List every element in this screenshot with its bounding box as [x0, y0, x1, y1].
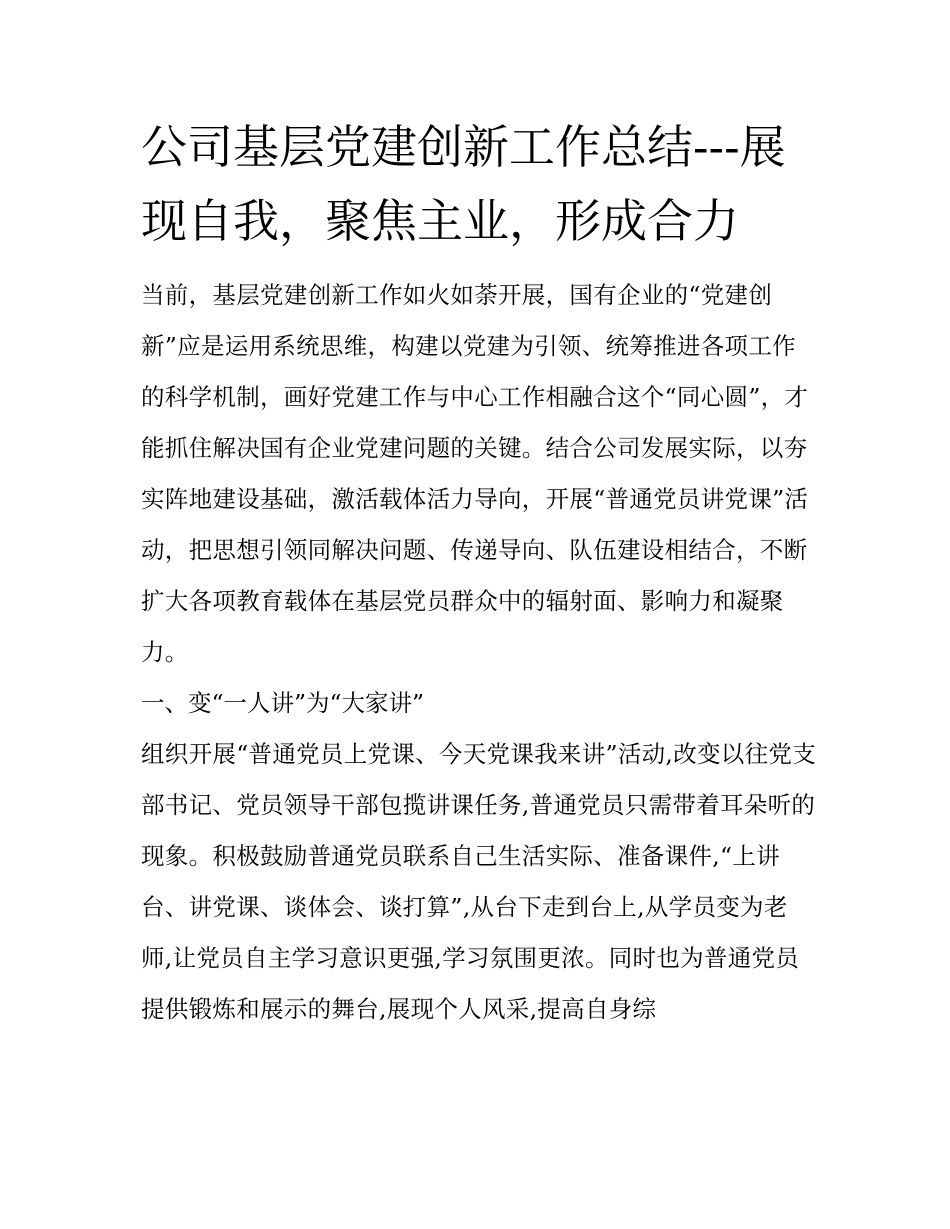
document-content: [141, 110, 816, 1035]
section-paragraph: 组织开展“普通党员上党课、今天党课我来讲”活动,改变以往党支部书记、党员领导干部包揽讲课任务,普通党员只需带着耳朵听的现象。积极鼓励普通党员联系自己生活实际、准备课件,“上讲台、讲党课、谈体会、谈打算”,从台下走到台上,从学员变为老师,让党员自主学习意识更强,学习氛围更浓。同时也为普通党员提供锻炼和展示的舞台,展现个人风采,提高自身综: [141, 740, 816, 1023]
document-title: 公司基层党建创新工作总结---展现自我，聚焦主业，形成合力: [141, 120, 786, 248]
intro-paragraph: 当前，基层党建创新工作如火如荼开展，国有企业的“党建创新”应是运用系统思维，构建以党建为引领、统筹推进各项工作的科学机制，画好党建工作与中心工作相融合这个“同心圆”，才能抓住解决国有企业党建问题的关键。结合公司发展实际，以夯实阵地建设基础，激活载体活力导向，开展“普通党员讲党课”活动，把思想引领同解决问题、传递导向、队伍建设相结合，不断扩大各项教育载体在基层党员群众中的辐射面、影响力和凝聚力。: [141, 281, 809, 666]
section-heading: 一、变“一人讲”为“大家讲”: [141, 689, 425, 717]
